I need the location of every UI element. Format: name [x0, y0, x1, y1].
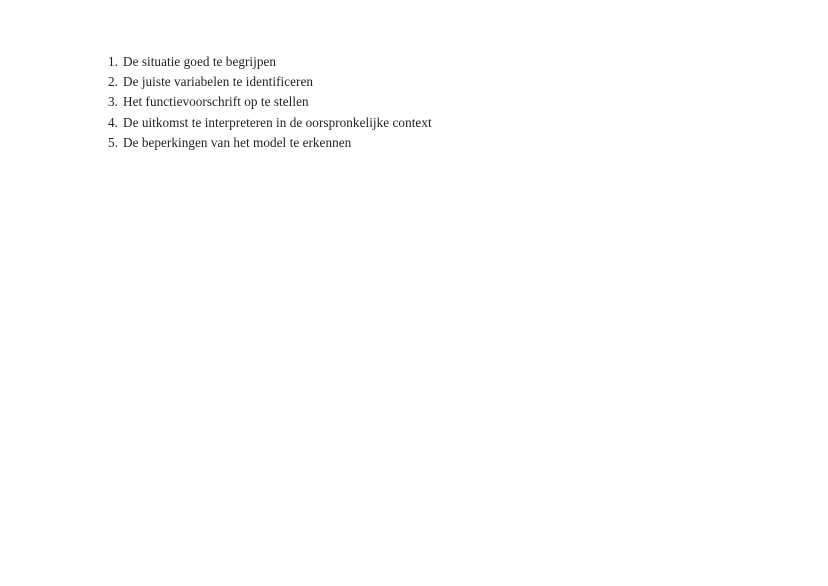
list-item [100, 113, 720, 133]
list-item-label: Het functievoorschrift op te stellen [123, 94, 309, 110]
list-item-marker: 3. [108, 94, 118, 110]
list-item-marker: 4. [108, 114, 118, 130]
list-item [100, 72, 720, 92]
list-item-marker: 2. [108, 74, 118, 90]
list-item-label: De beperkingen van het model te erkennen [123, 134, 352, 150]
list-item [100, 92, 720, 112]
list-item [100, 133, 720, 153]
list-item-label: De situatie goed te begrijpen [123, 54, 277, 69]
list-item-label: De juiste variabelen te identificeren [123, 74, 314, 90]
ordered-list [100, 52, 720, 153]
list-item [100, 52, 720, 72]
list-item-label: De uitkomst te interpreteren in de oorspronkelijke context [123, 114, 432, 130]
list-item-marker: 1. [108, 54, 118, 69]
document-content [100, 52, 720, 153]
list-item-marker: 5. [108, 134, 118, 150]
